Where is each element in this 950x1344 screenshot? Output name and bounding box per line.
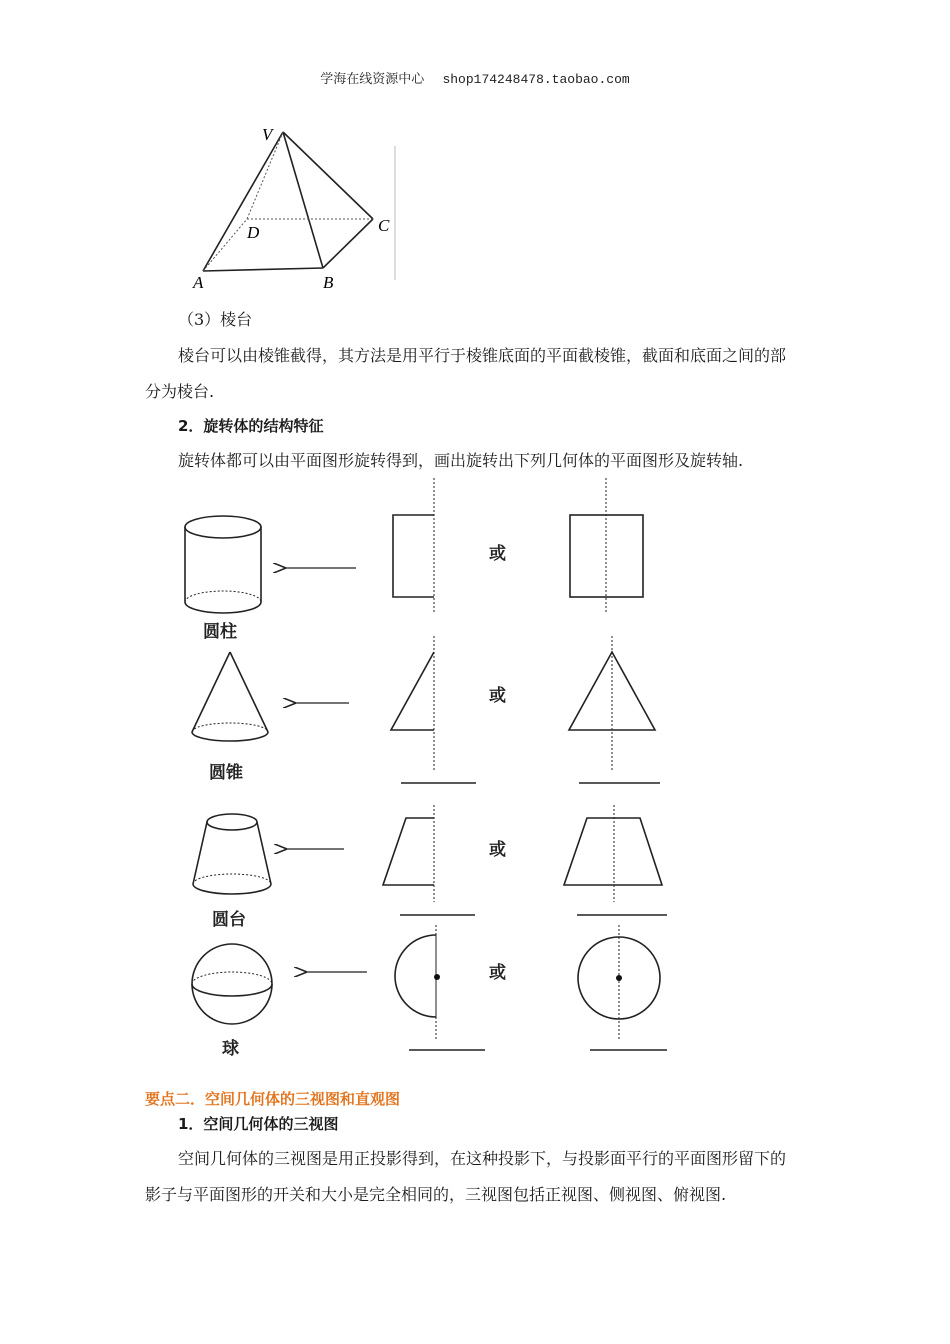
- cone-shape: [192, 652, 268, 741]
- key-point-2-subtitle: 1．空间几何体的三视图: [178, 1115, 339, 1133]
- shape-label-cylinder: 圆柱: [203, 622, 237, 642]
- cone-half-triangle: [391, 652, 434, 730]
- or-label-2: 或: [489, 686, 506, 706]
- frustum-shape: [193, 814, 271, 894]
- or-label-1: 或: [489, 544, 506, 564]
- section-3-text-line1: 棱台可以由棱锥截得，其方法是用平行于棱锥底面的平面截棱锥，截面和底面之间的部: [178, 346, 787, 365]
- label-v: V: [262, 125, 273, 144]
- label-a: A: [193, 273, 204, 292]
- section-3-text-line2: 分为棱台.: [145, 382, 215, 401]
- cylinder-shape: [185, 516, 261, 613]
- cylinder-half-rect: [393, 515, 434, 597]
- key-point-2-text-line1: 空间几何体的三视图是用正投影得到，在这种投影下，与投影面平行的平面图形留下的: [178, 1149, 787, 1168]
- label-d: D: [247, 223, 260, 242]
- frustum-full-trapezoid: [564, 818, 662, 885]
- section-2-title: 2．旋转体的结构特征: [178, 417, 324, 435]
- key-point-2-text-line2: 影子与平面图形的开关和大小是完全相同的，三视图包括正视图、侧视图、俯视图.: [145, 1185, 727, 1204]
- key-point-2-title: 要点二．空间几何体的三视图和直观图: [145, 1090, 401, 1108]
- sphere-half-circle: [395, 935, 436, 1017]
- or-label-4: 或: [489, 963, 506, 983]
- or-label-3: 或: [489, 840, 506, 860]
- shape-label-cone: 圆锥: [209, 763, 243, 783]
- frustum-half-trapezoid: [383, 818, 434, 885]
- shape-label-frustum: 圆台: [212, 910, 246, 930]
- header-site: 学海在线资源中心: [320, 72, 425, 87]
- section-3-title: （3）棱台: [178, 310, 253, 329]
- sphere-shape: [192, 944, 272, 1024]
- shape-label-sphere: 球: [222, 1039, 239, 1059]
- label-c: C: [378, 216, 390, 235]
- cone-full-triangle: [569, 652, 655, 730]
- section-2-text: 旋转体都可以由平面图形旋转得到，画出旋转出下列几何体的平面图形及旋转轴.: [178, 451, 744, 470]
- header-url: shop174248478.taobao.com: [442, 72, 630, 87]
- label-b: B: [323, 273, 334, 292]
